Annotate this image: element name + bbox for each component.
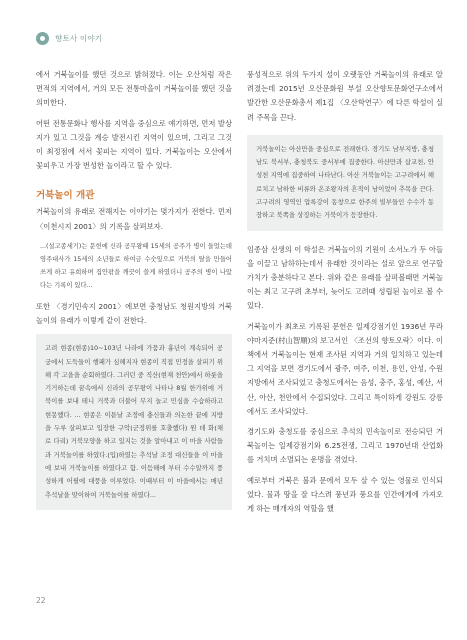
left-paragraph-1: 에서 거북놀이를 했던 것으로 밝혀졌다. 이는 오산처럼 작은 면적의 지역에서, 거의 모든 전통마을이 거북놀이를 했던 것을 의미한다. — [36, 70, 232, 108]
quote-box-right: 거북놀이는 아산만을 중심으로 전래한다. 경기도 남부지방, 충청남도 북서부, 충청북도 중서부에 집중한다. 아산만과 삽교천, 안성천 지역에 집중하여 나타난다. 아산 거북놀이는 고구려에서 해로치고 남하한 비류와 온조왕자의 흔적이 남이었어 추목을 끈다. 고구려의 영역인 압록강이 동창으로 한주의 빌부들인 수수가 동장하고 북쪽을 상징하는 거북이가 등장한다. — [247, 135, 443, 231]
left-paragraph-4: 또한 〈경기민속지 2001〉에보면 충청남도 청원지방의 거북놀이의 유래가 이렇게 같이 전한다. — [36, 301, 232, 326]
header-title: 향토사 이야기 — [55, 33, 103, 43]
right-paragraph-3: 거북놀이가 최초로 기록된 문헌은 일제강점기인 1936년 무라야마지준(村山智順)의 보고서인 〈조선의 향토오락〉이다. 이 책에서 거북놀이는 현재 조사된 지역과 거의 일치하고 있는데 그 지역을 보면 경기도에서 광주, 여주, 이천, 용인, 안성, 수원지방에서 조사되었고 충청도에서는 음성, 충주, 홍성, 예산, 서산, 아산, 천안에서 수집되었다. 그리고 특이하게 강원도 강릉에서도 조사되었다. — [247, 321, 443, 416]
left-paragraph-2: 어떤 전통문화나 행사를 지역을 중심으로 얘기하면, 먼저 발상지가 있고 그것을 계승 발전시킨 지역이 있으며, 그리고 그것이 최정점에 서서 꽃피는 지역이 있다. 거북놀이는 오산에서 꽃피우고 가장 번성한 놀이라고 할 수 있다. — [36, 118, 232, 171]
right-paragraph-4: 경기도와 충청도를 중심으로 추석의 민속놀이로 전승되던 거북놀이는 일제강점기와 6.25전쟁, 그리고 1970년대 산업화를 거치며 소멸되는 운명을 겪었다. — [247, 427, 443, 465]
right-paragraph-5: 예로부터 거북은 불과 문에서 모두 살 수 있는 영물로 인식되었다. 물과 땅을 잘 다스려 풍년과 풍요를 인간에게에 가져오게 하는 매개자의 역할을 했 — [247, 475, 443, 514]
logo-icon — [36, 32, 49, 45]
quote-box-left: 고려 현종(현종)10~103년 나라에 가뭄과 흉년이 계속되어 공궁에서 도둑들이 행패가 심해지자 현종이 직접 민정을 살피기 위해 각 고을을 순회하였다. 그러던 중 직산(현재 천안)에서 하룻을 기거하는데 꿈속에서 신라의 공무왕이 나타나 8월 한가위에 거북이를 보내 테니 거북과 더불어 무지 놀고 민심을 수습하라고 현몽했다. ... 현종은 이튿날 조정에 충신들과 의논한 끝에 지방을 두루 살피보고 입장한 구악(군정위를 호출했다) 원 데 화(채로 다리) 거북모양을 하고 있지는 것을 알아내고 이 마을 사람들과 거북놀이를 하였다.(입)하였는 추석날 조정 대신들을 이 마을에 보내 거북놀이를 하였다고 함. 이듬해에 부터 수수알까지 풍성하게 어필에 대풍을 이루었다. 이때부터 이 마을에서는 매년 추석날을 맞이하여 거북놀이를 하였다... — [36, 334, 232, 510]
left-column — [36, 68, 232, 518]
section-title: 거북놀이 개관 — [36, 190, 95, 202]
right-paragraph-2: 임종삼 선생의 이 학설은 거북놀이의 기원이 소서노가 두 아들을 이끌고 남하하는데서 유래한 것이라는 설로 앞으로 연구할 가치가 충분하다고 본다. 위와 같은 유래를 살펴볼때면 거북놀이는 최고 고구려 초부터, 늦어도 고려때 성립된 놀이로 볼 수 있다. — [247, 244, 443, 311]
right-paragraph-1: 풍성적으로 위의 두가지 설이 오랫동안 거북놀이의 유래로 알려졌는데 2015년 오산문화원 부설 오산향토문화연구소에서 발간한 오산문화총서 제1집 〈오산학연구〉에 다른 학설이 실려 주목을 끈다. — [247, 70, 443, 122]
page-number: 22 — [36, 596, 46, 605]
left-paragraph-3: 거북놀이의 유래로 전해지는 이야기는 몇가지가 전한다. 먼저 〈이천시지 2001〉의 기록을 살펴보자. — [36, 207, 232, 231]
quote-excerpt-1: ...(설고종세기)는 문헌에 신라 공무왕때 15세의 공주가 병이 들었는데 영주대사가 15세의 소년들로 하여금 수숫잎으로 거북의 탈을 만들어 쓰게 하고 유희하며 집안팎을 깨끗이 쓸게 하였더니 공주의 병이 나았다는 기록이 있다... — [40, 242, 232, 289]
right-column — [247, 68, 443, 516]
page-header — [36, 30, 102, 46]
